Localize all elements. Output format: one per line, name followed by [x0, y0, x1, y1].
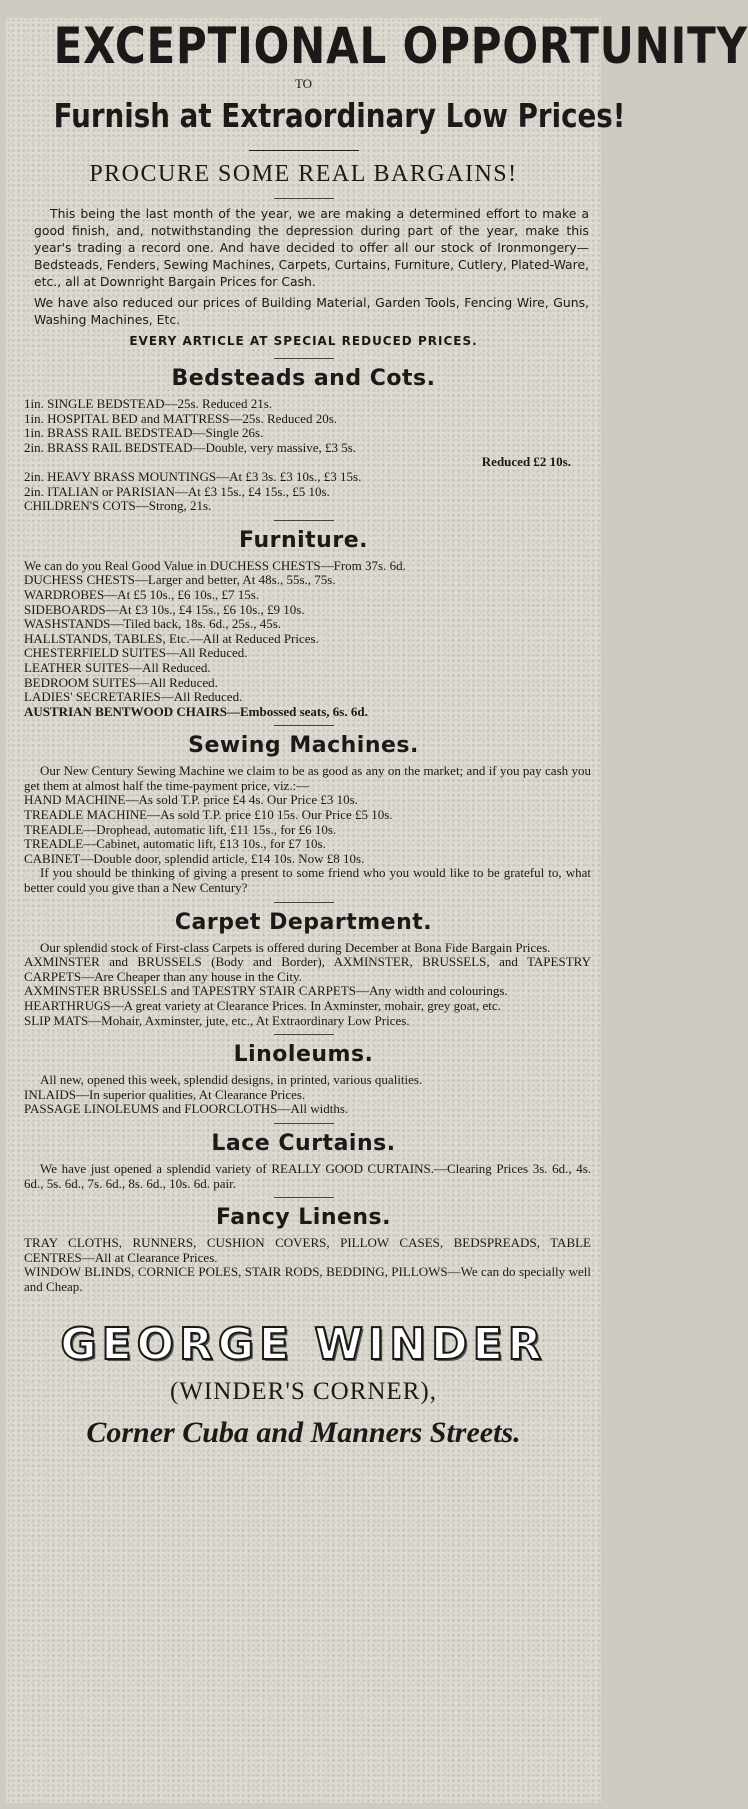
carpet-intro: Our splendid stock of First-class Carpets is offered during December at Bona Fide Bargain Prices.	[40, 939, 551, 955]
list-item: DUCHESS CHESTS—Larger and better, At 48s., 55s., 75s.	[24, 572, 336, 588]
section-title-carpet: Carpet Department.	[174, 909, 433, 935]
connector-to: TO	[294, 76, 313, 91]
bedsteads-list	[24, 397, 591, 514]
list-item: HALLSTANDS, TABLES, Etc.—All at Reduced Prices.	[24, 630, 319, 646]
sewing-list	[24, 793, 591, 866]
list-item: We can do you Real Good Value in DUCHESS CHESTS—From 37s. 6d.	[24, 557, 406, 573]
linoleum-item: INLAIDS—In superior qualities, At Clearance Prices.	[24, 1086, 306, 1102]
divider-rule-small	[274, 725, 334, 726]
list-item: CHILDREN'S COTS—Strong, 21s.	[24, 498, 212, 514]
newspaper-advertisement	[6, 17, 748, 1803]
linens-item: WINDOW BLINDS, CORNICE POLES, STAIR RODS, BEDDING, PILLOWS—We can do specially well and Cheap.	[24, 1264, 591, 1294]
list-item: 1in. HOSPITAL BED and MATTRESS—25s. Reduced 20s.	[24, 410, 338, 426]
divider-rule-small	[274, 1123, 334, 1124]
list-item: WARDROBES—At £5 10s., £6 10s., £7 15s.	[24, 586, 260, 602]
list-item: LADIES' SECRETARIES—All Reduced.	[24, 689, 243, 705]
linoleum-item: PASSAGE LINOLEUMS and FLOORCLOTHS—All widths.	[24, 1101, 349, 1117]
section-title-linoleums: Linoleums.	[233, 1042, 374, 1068]
divider-rule-small	[274, 358, 334, 359]
list-item: 2in. ITALIAN or PARISIAN—At £3 15s., £4 15s., £5 10s.	[24, 483, 330, 499]
list-item: HAND MACHINE—As sold T.P. price £4 4s. Our Price £3 10s.	[24, 792, 358, 808]
carpet-item: AXMINSTER and BRUSSELS (Body and Border), AXMINSTER, BRUSSELS, and TAPESTRY CARPETS—Are Cheaper than any house in the City.	[24, 954, 591, 984]
carpet-item: AXMINSTER BRUSSELS and TAPESTRY STAIR CARPETS—Any width and colourings.	[24, 983, 508, 999]
list-item: BEDROOM SUITES—All Reduced.	[24, 674, 218, 690]
divider-rule-small	[274, 198, 334, 199]
section-title-sewing: Sewing Machines.	[188, 733, 419, 759]
reduced-price: Reduced £2 10s.	[481, 454, 571, 470]
headline: EXCEPTIONAL OPPORTUNITY	[53, 17, 748, 75]
list-item: 1in. BRASS RAIL BEDSTEAD—Single 26s.	[24, 425, 264, 441]
divider-rule-small	[274, 1197, 334, 1198]
lace-text: We have just opened a splendid variety of REALLY GOOD CURTAINS.—Clearing Prices 3s. 6d., 4s. 6d., 5s. 6d., 7s. 6d., 8s. 6d., 10s. 6d. pair.	[24, 1160, 591, 1191]
divider-rule-small	[274, 520, 334, 521]
sewing-intro: Our New Century Sewing Machine we claim to be as good as any on the market; and if you pay cash you get them at almost half the time-payment price, viz.:—	[24, 763, 591, 793]
furniture-list	[24, 559, 591, 720]
list-item: 2in. BRASS RAIL BEDSTEAD—Double, very massive, £3 5s.	[24, 439, 357, 455]
linoleum-item: All new, opened this week, splendid designs, in printed, various qualities.	[40, 1072, 423, 1088]
carpet-item: SLIP MATS—Mohair, Axminster, jute, etc., At Extraordinary Low Prices.	[24, 1012, 410, 1028]
intro-paragraph-2: We have also reduced our prices of Building Material, Garden Tools, Fencing Wire, Guns, Washing Machines, Etc.	[34, 295, 589, 327]
store-address: Corner Cuba and Manners Streets.	[86, 1415, 521, 1449]
list-item: AUSTRIAN BENTWOOD CHAIRS—Embossed seats, 6s. 6d.	[24, 703, 368, 719]
every-article-notice: EVERY ARTICLE AT SPECIAL REDUCED PRICES.	[129, 334, 478, 348]
list-item: WASHSTANDS—Tiled back, 18s. 6d., 25s., 45s.	[24, 616, 282, 632]
subheadline: Furnish at Extraordinary Low Prices!	[53, 96, 626, 135]
carpet-item: HEARTHRUGS—A great variety at Clearance Prices. In Axminster, mohair, grey goat, etc.	[24, 998, 501, 1013]
list-item: SIDEBOARDS—At £3 10s., £4 15s., £6 10s., £9 10s.	[24, 601, 305, 617]
divider-rule-small	[274, 902, 334, 903]
list-item: TREADLE—Cabinet, automatic lift, £13 10s., for £7 10s.	[24, 836, 326, 852]
divider-rule-small	[274, 1034, 334, 1035]
procure-heading: PROCURE SOME REAL BARGAINS!	[89, 161, 518, 187]
divider-rule	[249, 150, 359, 151]
sewing-outro: If you should be thinking of giving a present to some friend who you would like to be grateful to, what better could you give than a New Century?	[24, 865, 591, 896]
list-item: CABINET—Double door, splendid article, £14 10s. Now £8 10s.	[24, 850, 365, 866]
intro-paragraph: This being the last month of the year, we are making a determined effort to make a good finish, and, notwithstanding the depression during part of the year, make this year's trading a record one. And have decided to offer all our stock of Ironmongery—Bedsteads, Fenders, Sewing Machines, Carpets, Curtains, Furniture, Cutlery, Plated-Ware, etc., all at Downright Bargain Prices for Cash.	[34, 206, 589, 289]
section-title-bedsteads: Bedsteads and Cots.	[171, 366, 436, 391]
list-item: LEATHER SUITES—All Reduced.	[24, 659, 211, 675]
section-title-furniture: Furniture.	[239, 527, 368, 553]
list-item: TREADLE—Drophead, automatic lift, £11 15s., for £6 10s.	[24, 821, 337, 837]
list-item: CHESTERFIELD SUITES—All Reduced.	[24, 645, 248, 661]
section-title-lace: Lace Curtains.	[211, 1130, 396, 1156]
store-name: GEORGE WINDER	[60, 1318, 547, 1370]
list-item: TREADLE MACHINE—As sold T.P. price £10 15s. Our Price £5 10s.	[24, 807, 393, 823]
winders-corner: (WINDER'S CORNER),	[170, 1377, 437, 1405]
linens-item: TRAY CLOTHS, RUNNERS, CUSHION COVERS, PILLOW CASES, BEDSPREADS, TABLE CENTRES—All at Clearance Prices.	[24, 1235, 591, 1265]
section-title-linens: Fancy Linens.	[215, 1205, 392, 1231]
list-item: 2in. HEAVY BRASS MOUNTINGS—At £3 3s. £3 10s., £3 15s.	[24, 468, 362, 484]
list-item: 1in. SINGLE BEDSTEAD—25s. Reduced 21s.	[24, 396, 273, 411]
